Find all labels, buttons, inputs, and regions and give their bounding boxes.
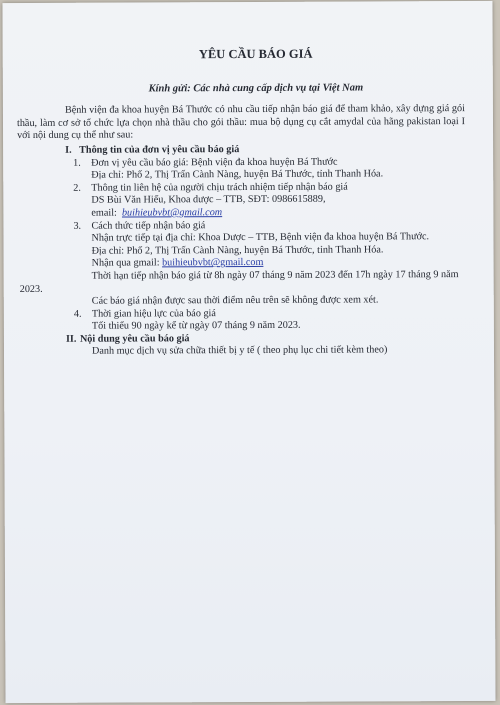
item-4-number: 4. bbox=[73, 308, 82, 320]
item-3-deadline: Thời hạn tiếp nhận báo giá từ 8h ngày 07 tháng 9 năm 2023 đến 17h ngày 17 tháng 9 năm 2023. bbox=[19, 268, 459, 295]
item-3-direct: Nhận trực tiếp tại địa chỉ: Khoa Dược – TTB, Bệnh viện đa khoa huyện Bá Thước. bbox=[91, 231, 430, 244]
section-1-number: I. bbox=[65, 144, 72, 156]
item-1-address: Địa chỉ: Phố 2, Thị Trấn Cành Nàng, huyện Bá Thước, tỉnh Thanh Hóa. bbox=[91, 168, 384, 181]
item-2-number: 2. bbox=[73, 182, 81, 194]
greeting-line bbox=[47, 82, 465, 96]
item-4-text: Thời gian hiệu lực của báo giá bbox=[91, 307, 216, 320]
greeting-recipient: Các nhà cung cấp dịch vụ tại Việt Nam bbox=[193, 82, 364, 94]
item-3-gmail-link[interactable]: buihieubvbt@gmail.com bbox=[162, 257, 264, 269]
section-2-title: Nội dung yêu cầu báo giá bbox=[79, 333, 190, 345]
item-1-number: 1. bbox=[73, 157, 81, 169]
item-4-value: Tối thiểu 90 ngày kể từ ngày 07 tháng 9 năm 2023. bbox=[91, 320, 301, 332]
item-1-text: Đơn vị yêu cầu báo giá: Bệnh viện đa khoa huyện Bá Thước bbox=[91, 156, 338, 169]
item-2-contact: DS Bùi Văn Hiếu, Khoa dược – TTB, SĐT: 0986615889, bbox=[91, 194, 326, 207]
document-page bbox=[2, 1, 495, 703]
item-3-gmail-label: Nhận qua gmail: bbox=[91, 257, 160, 269]
item-2-email-link[interactable]: buihieubvbt@gmail.com bbox=[121, 207, 223, 219]
document-title: YÊU CẦU BÁO GIÁ bbox=[198, 46, 313, 62]
greeting-label: Kính gửi: bbox=[148, 82, 191, 95]
intro-paragraph: Bệnh viện đa khoa huyện Bá Thước có nhu cầu tiếp nhận báo giá để tham khảo, xây dựng giá gói thầu, làm cơ sở tổ chức lựa chọn nhà thầu cho gói thầu: mua bộ dụng cụ cắt amydal của hãng pakistan loại I với nội dung cụ thể như sau: bbox=[16, 103, 466, 142]
section-2-body: Danh mục dịch vụ sửa chữa thiết bị y tế ( theo phụ lục chi tiết kèm theo) bbox=[91, 344, 388, 358]
item-3-address: Địa chỉ: Phố 2, Thị Trấn Cành Nàng, huyện Bá Thước, tỉnh Thanh Hóa. bbox=[91, 244, 384, 257]
item-2-text: Thông tin liên hệ của người chịu trách nhiệm tiếp nhận báo giá bbox=[91, 181, 348, 194]
item-3-number: 3. bbox=[73, 220, 82, 232]
section-2-number: II. bbox=[65, 333, 77, 345]
document-content bbox=[16, 46, 466, 359]
item-3-text: Cách thức tiếp nhận báo giá bbox=[91, 219, 206, 232]
section-1-title: Thông tin của đơn vị yêu cầu báo giá bbox=[79, 144, 240, 156]
item-2-email-label: email: bbox=[91, 207, 117, 219]
item-3-note: Các báo giá nhận được sau thời điểm nêu trên sẽ không được xem xét. bbox=[91, 294, 379, 307]
